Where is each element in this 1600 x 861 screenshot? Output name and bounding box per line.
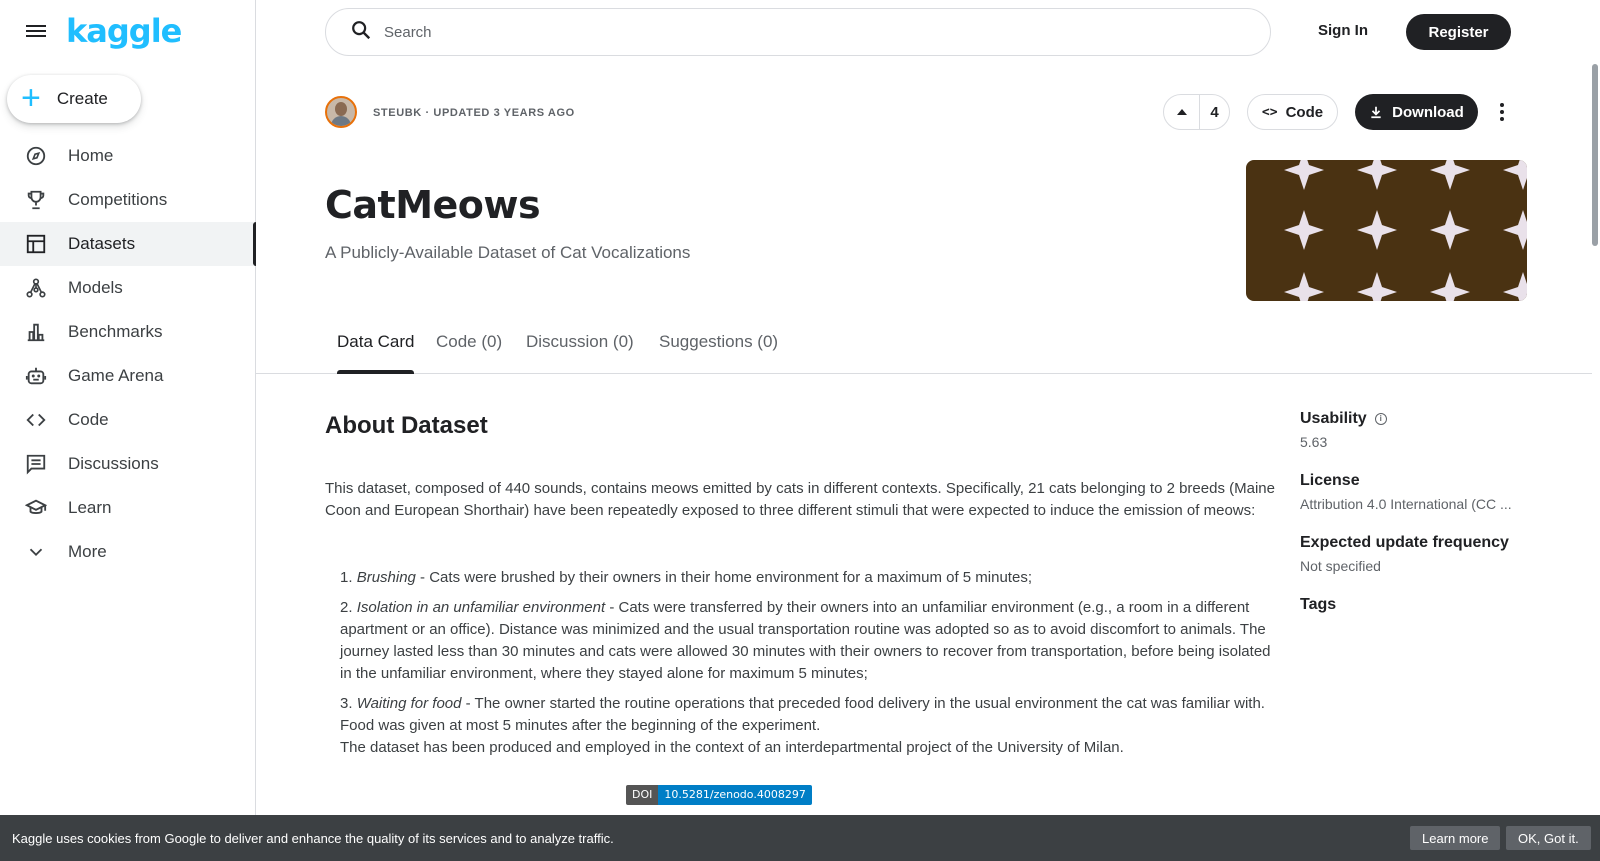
download-icon (1369, 105, 1383, 119)
menu-icon[interactable] (24, 22, 48, 42)
code-icon (24, 408, 48, 432)
dataset-metadata-panel (1300, 410, 1528, 636)
sidebar-item-label: Datasets (68, 234, 136, 253)
cookie-banner (0, 815, 1600, 861)
vote-count: 4 (1210, 103, 1219, 121)
list-item: 1. Brushing - Cats were brushed by their owners in their home environment for a maximum of 5 minutes; (340, 569, 1032, 586)
sidebar-item-datasets[interactable] (0, 222, 256, 266)
register-button[interactable]: Register (1406, 14, 1511, 50)
doi-value: 10.5281/zenodo.4008297 (658, 785, 811, 805)
chevron-down-icon (24, 540, 48, 564)
scrollbar[interactable] (1592, 64, 1598, 246)
search-icon (350, 19, 372, 46)
search-input[interactable] (384, 24, 1184, 41)
sign-in-link[interactable]: Sign In (1318, 22, 1368, 39)
sidebar-item-discussions[interactable] (0, 442, 256, 486)
graduation-cap-icon (24, 496, 48, 520)
sidebar-item-learn[interactable] (0, 486, 256, 530)
sidebar-item-label: Game Arena (68, 366, 164, 385)
tab-data-card[interactable]: Data Card (337, 332, 414, 374)
create-label: Create (56, 89, 108, 108)
sidebar-item-label: Home (68, 146, 114, 165)
sidebar-item-benchmarks[interactable] (0, 310, 256, 354)
cookie-ok-button[interactable]: OK, Got it. (1506, 826, 1591, 850)
dataset-cover-image (1246, 160, 1527, 301)
sidebar-item-game-arena[interactable] (0, 354, 256, 398)
update-frequency-label: Expected update frequency (1300, 534, 1509, 551)
tab-discussion[interactable]: Discussion (0) (526, 332, 634, 351)
kaggle-logo[interactable]: kaggle (66, 12, 182, 50)
about-closing: The dataset has been produced and employed in the context of an interdepartmental project of the University of Milan. (340, 739, 1124, 756)
download-button[interactable] (1355, 94, 1478, 130)
sidebar (0, 0, 256, 861)
doi-label: DOI (626, 785, 658, 805)
about-heading: About Dataset (325, 412, 488, 439)
list-item: 3. Waiting for food - The owner started the routine operations that preceded food delivery in the usual environment the cat was familiar with. Food was given at most 5 minutes after the beginning of the experiment. (340, 695, 1265, 734)
sidebar-item-home[interactable] (0, 134, 256, 178)
dataset-tabs (256, 322, 1592, 374)
sidebar-item-more[interactable] (0, 530, 256, 574)
upvote-button[interactable] (1164, 95, 1200, 129)
usability-label: Usability (1300, 410, 1367, 427)
table-icon (24, 232, 48, 256)
code-button-label: Code (1285, 103, 1324, 121)
stimuli-list (340, 567, 1275, 759)
page-title: CatMeows (325, 183, 541, 227)
upvote-control (1163, 94, 1230, 130)
info-icon[interactable]: i (1375, 413, 1387, 425)
doi-badge[interactable] (626, 785, 812, 805)
sidebar-item-label: Learn (68, 498, 112, 517)
list-item: 2. Isolation in an unfamiliar environment - Cats were transferred by their owners into an unfamiliar environment (e.g., a room in a different apartment or an office). Distance was minimized and the usual transportation routine was adopted so as to avoid discomfort to animals. The journey lasted less than 30 minutes and cats were allowed 30 minutes with their owners to recover from transportation, before being isolated in the unfamiliar environment, where they stayed alone for maximum 5 minutes; (340, 599, 1271, 682)
sidebar-item-label: Discussions (68, 454, 159, 473)
about-intro: This dataset, composed of 440 sounds, contains meows emitted by cats in different contexts. Specifically, 21 cats belonging to 2 breeds (Maine Coon and European Shorthair) have been repeatedly exposed to three different stimuli that were expected to induce the emission of meows: (325, 480, 1275, 519)
bar-chart-icon (24, 320, 48, 344)
usability-value: 5.63 (1300, 434, 1328, 450)
sidebar-item-competitions[interactable] (0, 178, 256, 222)
sidebar-item-code[interactable] (0, 398, 256, 442)
avatar[interactable] (325, 96, 357, 128)
sidebar-item-label: Models (68, 278, 123, 297)
sidebar-item-label: Benchmarks (68, 322, 163, 341)
trophy-icon (24, 188, 48, 212)
page-subtitle: A Publicly-Available Dataset of Cat Vocalizations (325, 243, 691, 262)
license-label: License (1300, 472, 1360, 489)
code-icon: <> (1261, 104, 1278, 120)
create-button[interactable] (7, 75, 141, 123)
tab-suggestions[interactable]: Suggestions (0) (659, 332, 779, 351)
license-link[interactable]: Attribution 4.0 International (CC ... (1300, 496, 1512, 512)
code-button[interactable] (1247, 94, 1338, 130)
sidebar-item-label: More (68, 542, 107, 561)
update-frequency-value: Not specified (1300, 558, 1381, 574)
more-vert-icon[interactable] (1492, 100, 1512, 124)
plus-icon: + (21, 78, 41, 117)
comment-icon (24, 452, 48, 476)
arrow-up-icon (1177, 109, 1187, 115)
dataset-meta: STEUBK · UPDATED 3 YEARS AGO (373, 107, 575, 119)
download-button-label: Download (1392, 103, 1464, 121)
tags-label: Tags (1300, 596, 1337, 613)
compass-icon (24, 144, 48, 168)
sidebar-item-label: Competitions (68, 190, 168, 209)
sidebar-item-models[interactable] (0, 266, 256, 310)
tab-code[interactable]: Code (0) (436, 332, 503, 351)
cookie-message: Kaggle uses cookies from Google to deliver and enhance the quality of its services and to analyze traffic. (12, 830, 614, 846)
sidebar-nav (0, 134, 256, 574)
robot-icon (24, 364, 48, 388)
learn-more-button[interactable]: Learn more (1410, 826, 1500, 850)
search-bar[interactable] (325, 8, 1271, 56)
sidebar-item-label: Code (68, 410, 109, 429)
models-icon (24, 276, 48, 300)
